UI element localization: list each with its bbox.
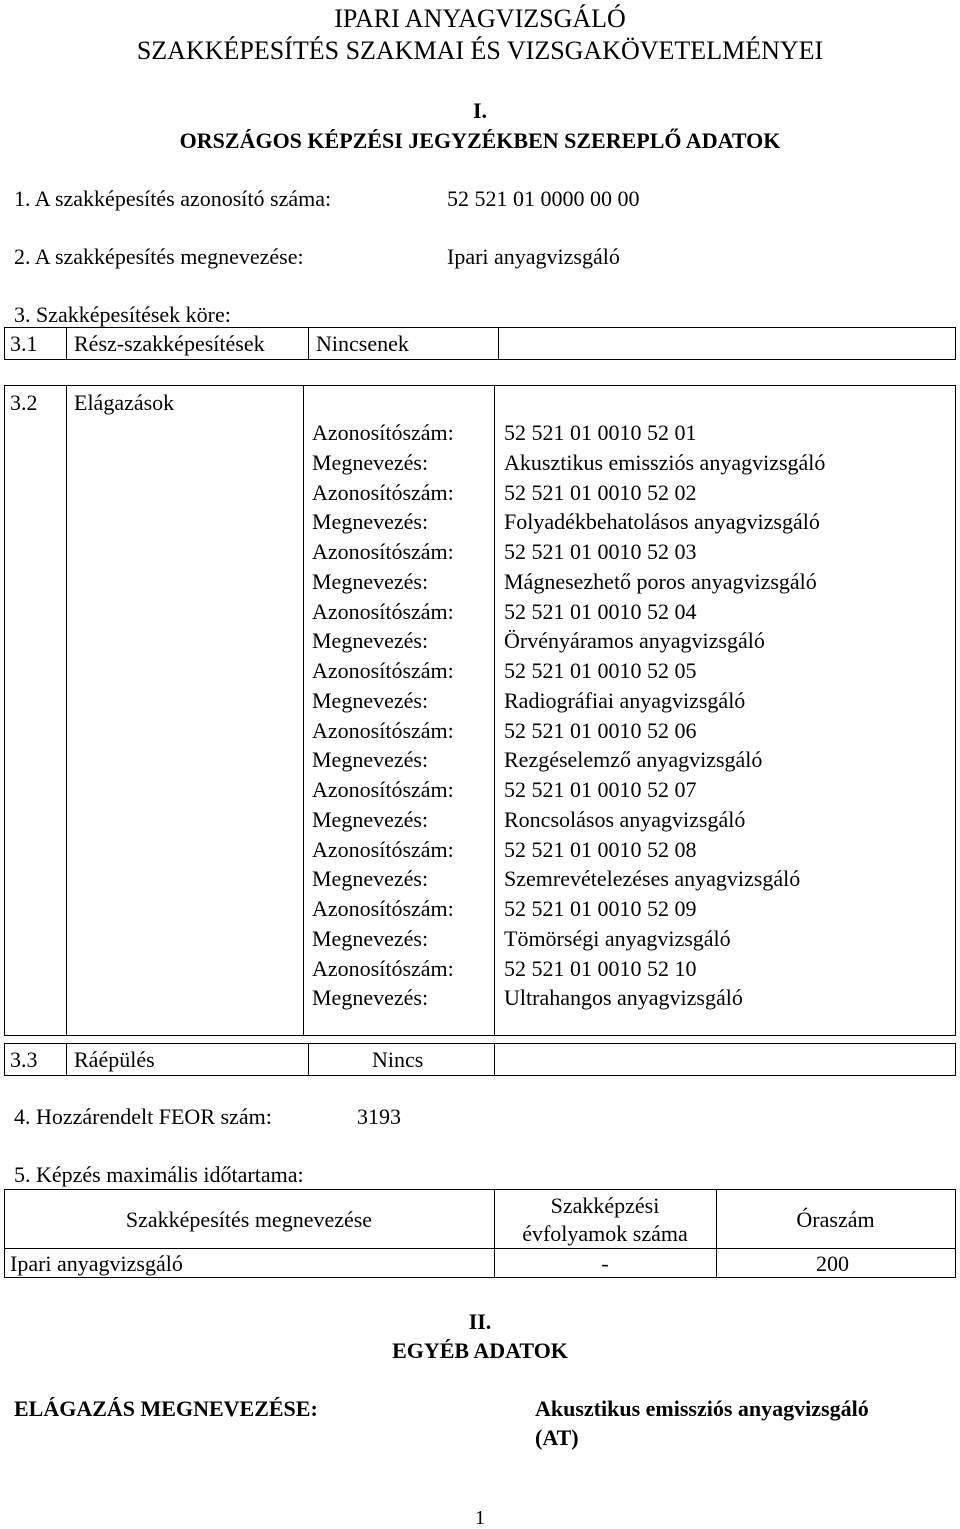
branch-id-row — [0, 420, 960, 449]
branch-name-row-label: Megnevezés: — [312, 509, 429, 535]
qualification-name-value: Ipari anyagvizsgáló — [447, 244, 620, 269]
branch-name-row — [0, 569, 960, 598]
branch-id-row — [0, 658, 960, 687]
branches-number: 3.2 — [10, 390, 38, 415]
document-title-line1: IPARI ANYAGVIZSGÁLÓ — [334, 4, 626, 33]
branch-name-row-value: Rezgéselemző anyagvizsgáló — [504, 747, 763, 773]
duration-header-years-line1: Szakképzési — [550, 1193, 660, 1218]
qualification-scope-label: 3. Szakképesítések köre: — [14, 302, 231, 327]
branch-id-value: 52 521 01 0010 52 01 — [504, 420, 697, 445]
branch-name-row-label: Megnevezés: — [312, 866, 429, 892]
branch-name-row-value: Folyadékbehatolásos anyagvizsgáló — [504, 509, 820, 535]
branch-name-row-label: Megnevezés: — [312, 628, 429, 654]
branch-id-value: 52 521 01 0010 52 03 — [504, 539, 697, 564]
branch-id-label: Azonosítószám: — [312, 539, 454, 564]
branch-id-label: Azonosítószám: — [312, 420, 454, 445]
branch-id-value: 52 521 01 0010 52 02 — [504, 479, 697, 505]
branch-id-row — [0, 599, 960, 628]
page-number: 1 — [475, 1507, 485, 1529]
branch-name-row — [0, 628, 960, 657]
partial-qualifications-label: Rész-szakképesítések — [74, 331, 265, 356]
branch-name-row — [0, 450, 960, 479]
branch-id-label: Azonosítószám: — [312, 777, 454, 802]
qualification-id-value: 52 521 01 0000 00 00 — [447, 186, 640, 211]
branch-id-value: 52 521 01 0010 52 05 — [504, 658, 697, 683]
branch-id-label: Azonosítószám: — [312, 896, 454, 921]
branch-name-row — [0, 509, 960, 538]
section-2-numeral: II. — [468, 1309, 492, 1334]
branch-name-row-label: Megnevezés: — [312, 449, 429, 475]
branch-id-row — [0, 718, 960, 747]
branch-name-value-line1: Akusztikus emissziós anyagvizsgáló — [535, 1396, 869, 1421]
partial-qualifications-number: 3.1 — [10, 331, 38, 356]
duration-label: 5. Képzés maximális időtartama: — [14, 1162, 304, 1187]
branches-label: Elágazások — [74, 390, 175, 415]
branch-id-value: 52 521 01 0010 52 09 — [504, 896, 697, 921]
partial-qualifications-value: Nincsenek — [316, 331, 409, 356]
branch-id-label: Azonosítószám: — [312, 836, 454, 862]
duration-row-name: Ipari anyagvizsgáló — [10, 1251, 183, 1276]
branch-id-label: Azonosítószám: — [312, 955, 454, 981]
duration-header-years-line2: évfolyamok száma — [522, 1221, 688, 1246]
branch-id-row — [0, 896, 960, 925]
branch-id-label: Azonosítószám: — [312, 598, 454, 624]
branch-id-row — [0, 539, 960, 568]
build-on-label: Ráépülés — [74, 1047, 155, 1072]
branch-name-row — [0, 807, 960, 836]
branch-name-label: ELÁGAZÁS MEGNEVEZÉSE: — [14, 1396, 318, 1421]
branch-name-row-label: Megnevezés: — [312, 925, 429, 951]
branch-id-label: Azonosítószám: — [312, 717, 454, 743]
branch-name-row-label: Megnevezés: — [312, 806, 429, 832]
duration-header-name: Szakképesítés megnevezése — [125, 1207, 373, 1232]
section-1-numeral: I. — [472, 98, 488, 123]
branch-id-row — [0, 837, 960, 866]
branch-name-value-line2: (AT) — [535, 1425, 579, 1450]
branch-name-row-label: Megnevezés: — [312, 747, 429, 773]
branch-name-row-label: Megnevezés: — [312, 568, 429, 594]
branch-name-row — [0, 747, 960, 776]
branch-name-row-value: Akusztikus emissziós anyagvizsgáló — [504, 449, 826, 475]
branch-id-value: 52 521 01 0010 52 08 — [504, 836, 697, 862]
branch-name-row-value: Tömörségi anyagvizsgáló — [504, 925, 731, 951]
duration-header-hours: Óraszám — [796, 1207, 875, 1232]
branch-name-row — [0, 866, 960, 895]
branch-id-value: 52 521 01 0010 52 04 — [504, 598, 697, 624]
section-2-heading: EGYÉB ADATOK — [392, 1338, 568, 1363]
branch-name-row-value: Roncsolásos anyagvizsgáló — [504, 806, 746, 832]
qualification-name-label: 2. A szakképesítés megnevezése: — [14, 244, 304, 269]
branch-name-row-label: Megnevezés: — [312, 687, 429, 713]
branch-name-row-value: Radiográfiai anyagvizsgáló — [504, 687, 746, 713]
branch-name-row-value: Örvényáramos anyagvizsgáló — [504, 628, 765, 654]
branch-name-row-value: Szemrevételezéses anyagvizsgáló — [504, 866, 801, 892]
branch-id-value: 52 521 01 0010 52 06 — [504, 717, 697, 743]
duration-row-hours: 200 — [816, 1251, 849, 1276]
branch-name-row-label: Megnevezés: — [312, 985, 429, 1011]
branch-name-row — [0, 688, 960, 717]
branch-id-label: Azonosítószám: — [312, 479, 454, 505]
build-on-value: Nincs — [372, 1047, 424, 1072]
feor-label: 4. Hozzárendelt FEOR szám: — [14, 1104, 272, 1129]
document-title-line2: SZAKKÉPESÍTÉS SZAKMAI ÉS VIZSGAKÖVETELMÉNYEI — [136, 36, 824, 65]
section-1-heading: ORSZÁGOS KÉPZÉSI JEGYZÉKBEN SZEREPLŐ ADATOK — [179, 128, 781, 153]
feor-value: 3193 — [357, 1104, 401, 1129]
build-on-number: 3.3 — [10, 1047, 38, 1072]
branch-name-row — [0, 926, 960, 955]
branch-name-row — [0, 985, 960, 1014]
branch-id-value: 52 521 01 0010 52 07 — [504, 777, 697, 802]
qualification-id-label: 1. A szakképesítés azonosító száma: — [14, 186, 332, 211]
duration-row-years: - — [601, 1251, 609, 1276]
branch-name-row-value: Ultrahangos anyagvizsgáló — [504, 985, 743, 1011]
branch-id-label: Azonosítószám: — [312, 658, 454, 683]
branch-id-row — [0, 777, 960, 806]
branch-id-row — [0, 956, 960, 985]
branch-id-row — [0, 480, 960, 509]
branch-id-value: 52 521 01 0010 52 10 — [504, 955, 697, 981]
branch-name-row-value: Mágnesezhető poros anyagvizsgáló — [504, 568, 817, 594]
